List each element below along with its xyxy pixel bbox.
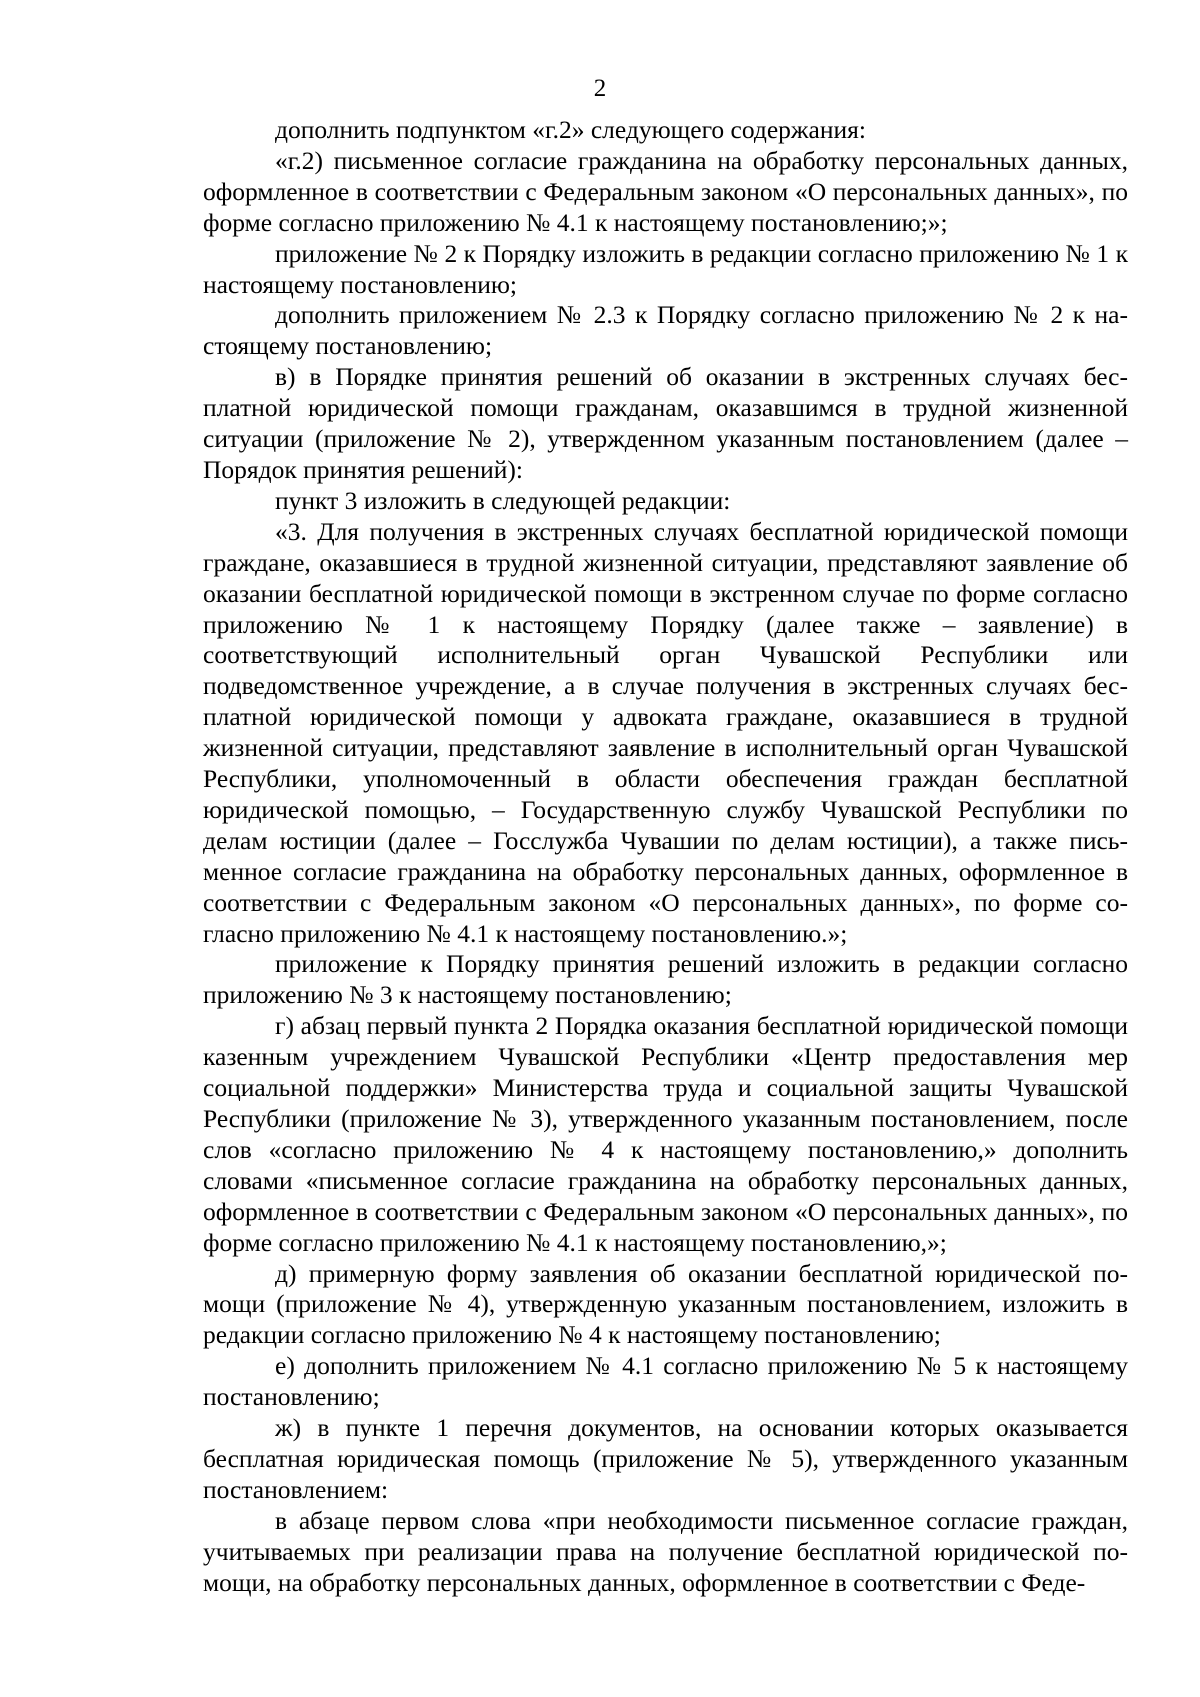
paragraph-5: в) в Порядке принятия решений об оказании в экстренных случаях бесплатной юридической помощи гражданам, оказавшимся в трудной жизненной ситуации (приложение № 2), утвержденном указанным постановлением (далее – Порядок принятия решений): — [203, 362, 1128, 484]
paragraph-1: дополнить подпунктом «г.2» следующего содержания: — [275, 115, 866, 144]
paragraph-9: г) абзац первый пункта 2 Порядка оказания бесплатной юридической помощи казенным учреждением Чувашской Республики «Центр предоставления мер социальной поддержки» Министерства труда и социальной защиты Чувашской Республики (приложение № 3), утвержденного указанным постановлением, после слов «согласно приложению № 4 к настоящему постановлению,» дополнить словами «письменное согласие гражданина на обработку персональных данных, оформленное в соответствии с Федеральным законом «О персональных данных», по форме согласно приложению № 4.1 к настоящему постановлению,»; — [203, 1011, 1128, 1257]
paragraph-3: приложение № 2 к Порядку изложить в редакции согласно приложению № 1 к настоящему постановлению; — [203, 238, 1128, 299]
paragraph-10: д) примерную форму заявления об оказании бесплатной юридической помощи (приложение № 4), утвержденную указанным постановлением, изложить в редакции согласно приложению № 4 к настоящему постановлению; — [203, 1258, 1128, 1350]
paragraph-4: дополнить приложением № 2.3 к Порядку согласно приложению № 2 к настоящему постановлению; — [203, 300, 1128, 361]
document-body — [203, 115, 1128, 1599]
paragraph-13: в абзаце первом слова «при необходимости письменное согласие граждан, учитываемых при реализации права на получение бесплатной юридической помощи, на обработку персональных данных, оформленное в соответствии с Феде- — [203, 1505, 1128, 1597]
paragraph-12: ж) в пункте 1 перечня документов, на основании которых оказывается бесплатная юридическая помощь (приложение № 5), утвержденного указанным постановлением: — [203, 1413, 1128, 1504]
paragraph-7: «3. Для получения в экстренных случаях бесплатной юридической помощи граждане, оказавшиеся в трудной жизненной ситуации, представляют заявление об оказании бесплатной юридической помощи в экстренном случае по форме согласно приложению № 1 к настоящему Порядку (далее также – заявление) в соответствующий исполнительный орган Чувашской Республики или подведомственное учреждение, а в случае получения в экстренных случаях бесплатной юридической помощи у адвоката граждане, оказавшиеся в трудной жизненной ситуации, представляют заявление в исполнительный орган Чувашской Республики, уполномоченный в области обеспечения граждан бесплатной юридической помощью, – Государственную службу Чувашской Республики по делам юстиции (далее – Госслужба Чувашии по делам юстиции), а также письменное согласие гражданина на обработку персональных данных, оформленное в соответствии с Федеральным законом «О персональных данных», по форме согласно приложению № 4.1 к настоящему постановлению.»; — [203, 516, 1128, 948]
paragraph-11: е) дополнить приложением № 4.1 согласно приложению № 5 к настоящему постановлению; — [203, 1351, 1128, 1412]
paragraph-2: «г.2) письменное согласие гражданина на обработку персональных данных, оформленное в соответствии с Федеральным законом «О персональных данных», по форме согласно приложению № 4.1 к настоящему постановлению;»; — [203, 145, 1128, 237]
page-number: 2 — [593, 75, 607, 102]
paragraph-8: приложение к Порядку принятия решений изложить в редакции согласно приложению № 3 к настоящему постановлению; — [203, 949, 1128, 1010]
paragraph-6: пункт 3 изложить в следующей редакции: — [275, 485, 731, 515]
